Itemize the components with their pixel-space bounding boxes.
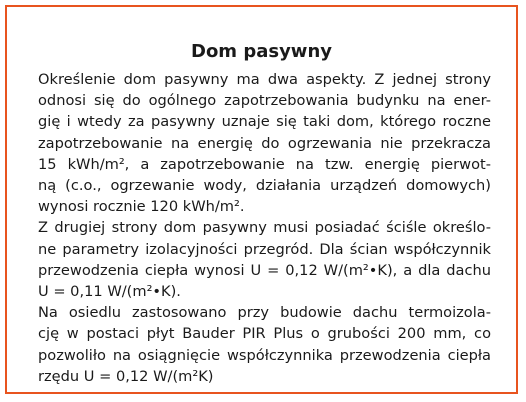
text-line: ną (c.o., ogrzewanie wody, działania urządzeń domowych) <box>38 177 491 195</box>
text-line: Z drugiej strony dom pasywny musi posiadać ściśle określo- <box>38 219 491 237</box>
paragraph-1 <box>38 69 491 217</box>
box-content <box>38 69 491 387</box>
text-line: ne parametry izolacyjności przegród. Dla ścian współczynnik <box>38 240 491 258</box>
text-line: Określenie dom pasywny ma dwa aspekty. Z jednej strony <box>38 71 491 88</box>
text-line: Na osiedlu zastosowano przy budowie dachu termoizola- <box>38 304 491 322</box>
box-title: Dom pasywny <box>191 41 332 62</box>
info-box <box>5 5 518 394</box>
text-line: odnosi się do ogólnego zapotrzebowania budynku na ener- <box>38 92 491 110</box>
text-line: rzędu U = 0,12 W/(m²K) <box>38 367 214 385</box>
text-line: 15 kWh/m², a zapotrzebowanie na tzw. energię pierwot- <box>38 155 491 173</box>
text-line: cję w postaci płyt Bauder PIR Plus o grubości 200 mm, co <box>38 325 491 343</box>
text-line: zapotrzebowanie na energię do ogrzewania nie przekracza <box>38 134 491 152</box>
text-line: przewodzenia ciepła wynosi U = 0,12 W/(m²•K), a dla dachu <box>38 261 491 279</box>
text-line: gię i wtedy za pasywny uznaje się taki dom, którego roczne <box>38 113 491 131</box>
text-line: wynosi rocznie 120 kWh/m². <box>38 198 245 216</box>
text-line: U = 0,11 W/(m²•K). <box>38 283 181 301</box>
paragraph-2 <box>38 217 491 302</box>
text-line: pozwoliło na osiągnięcie współczynnika przewodzenia ciepła <box>38 346 491 364</box>
paragraph-3 <box>38 302 491 387</box>
